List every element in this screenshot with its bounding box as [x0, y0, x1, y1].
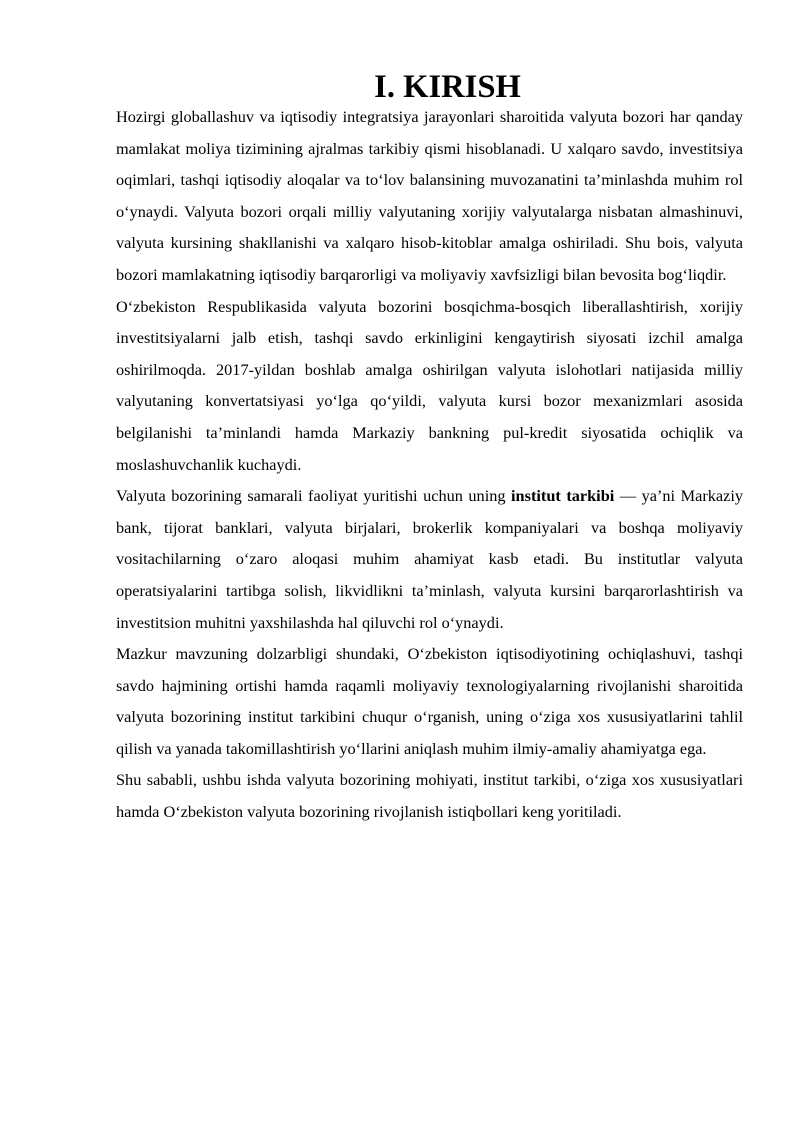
- paragraph-3-rest: — ya’ni Markaziy bank, tijorat banklari, valyuta birjalari, brokerlik kompaniyalari va boshqa moliyaviy vositachilarning o‘zaro aloqasi muhim ahamiyat kasb etadi. Bu institutlar valyuta operatsiyalarini tartibga solish, likvidlikni ta’minlash, valyuta kursini barqarorlashtirish va investitsion muhitni yaxshilashda hal qiluvchi rol o‘ynaydi.: [116, 486, 743, 632]
- paragraph-5: Shu sababli, ushbu ishda valyuta bozorining mohiyati, institut tarkibi, o‘ziga xos xususiyatlari hamda O‘zbekiston valyuta bozorining rivojlanish istiqbollari keng yoritiladi.: [116, 770, 743, 822]
- paragraph-1: Hozirgi globallashuv va iqtisodiy integratsiya jarayonlari sharoitida valyuta bozori har qanday mamlakat moliya tizimining ajralmas tarkibiy qismi hisoblanadi. U xalqaro savdo, investitsiya oqimlari, tashqi iqtisodiy aloqalar va to‘lov balansining muvozanatini ta’minlashda muhim rol o‘ynaydi. Valyuta bozori orqali milliy valyutaning xorijiy valyutalarga nisbatan almashinuvi, valyuta kursining shakllanishi va xalqaro hisob-kitoblar amalga oshiriladi. Shu bois, valyuta bozori mamlakatning iqtisodiy barqarorligi va moliyaviy xavfsizligi bilan bevosita bog‘liqdir.: [116, 107, 743, 284]
- section-heading: I. KIRISH: [374, 69, 521, 105]
- paragraph-3: [116, 480, 743, 638]
- paragraph-4: Mazkur mavzuning dolzarbligi shundaki, O‘zbekiston iqtisodiyotining ochiqlashuvi, tashqi savdo hajmining ortishi hamda raqamli moliyaviy texnologiyalarning rivojlanishi sharoitida valyuta bozorining institut tarkibini chuqur o‘rganish, uning o‘ziga xos xususiyatlarini tahlil qilish va yanada takomillashtirish yo‘llarini aniqlash muhim ilmiy-amaliy ahamiyatga ega.: [116, 644, 743, 758]
- document-body: [116, 69, 743, 828]
- paragraph-2: O‘zbekiston Respublikasida valyuta bozorini bosqichma-bosqich liberallashtirish, xorijiy investitsiyalarni jalb etish, tashqi savdo erkinligini kengaytirish siyosati izchil amalga oshirilmoqda. 2017-yildan boshlab amalga oshirilgan valyuta islohotlari natijasida milliy valyutaning konvertatsiyasi yo‘lga qo‘yildi, valyuta kursi bozor mexanizmlari asosida belgilanishi ta’minlandi hamda Markaziy bankning pul-kredit siyosatida ochiqlik va moslashuvchanlik kuchaydi.: [116, 296, 743, 474]
- paragraph-3-lead: Valyuta bozorining samarali faoliyat yuritishi uchun uning: [116, 486, 512, 506]
- emphasis-institut-tarkibi: institut tarkibi: [511, 486, 615, 506]
